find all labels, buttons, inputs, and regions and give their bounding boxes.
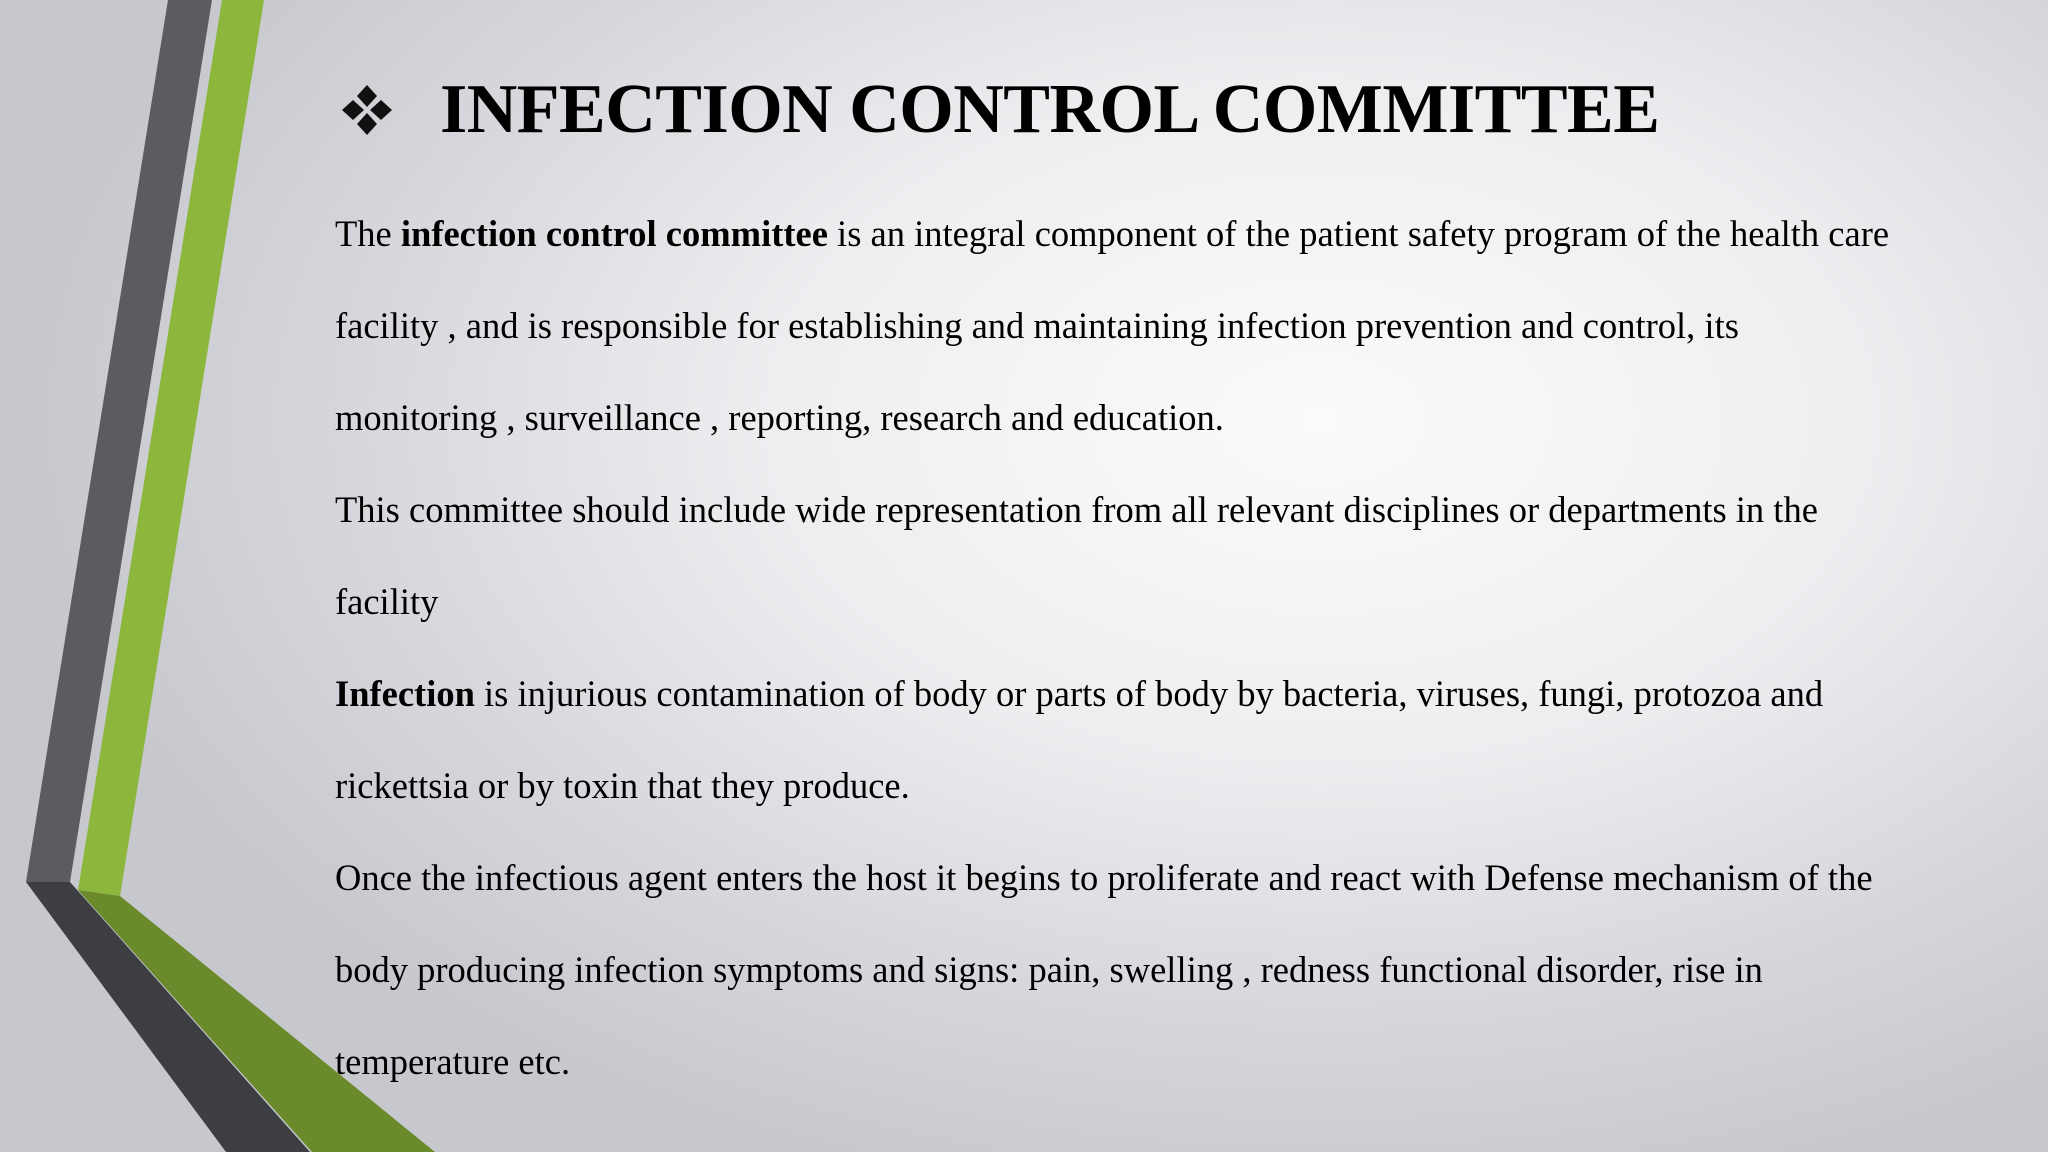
four-diamond-bullet-icon [340, 83, 394, 137]
text-line: rickettsia or by toxin that they produce. [335, 765, 910, 806]
paragraph-infection-process [335, 832, 2015, 1108]
paragraph-committee-definition [335, 188, 2015, 464]
text-line: temperature etc. [335, 1041, 571, 1082]
paragraph-committee-representation [335, 464, 2015, 648]
bold-term: infection control committee [400, 213, 828, 254]
text-line: monitoring , surveillance , reporting, research and education. [335, 397, 1224, 438]
text-line: facility , and is responsible for establishing and maintaining infection prevention and control, its [335, 305, 1739, 346]
text-line: Once the infectious agent enters the host it begins to proliferate and react with Defense mechanism of the [335, 857, 1873, 898]
text-line: body producing infection symptoms and signs: pain, swelling , redness functional disorder, rise in [335, 949, 1763, 990]
paragraph-infection-definition [335, 648, 2015, 832]
bold-term: Infection [335, 673, 475, 714]
slide-title: INFECTION CONTROL COMMITTEE [440, 71, 1660, 148]
text-line: This committee should include wide representation from all relevant disciplines or departments in the [335, 489, 1818, 530]
title-row [340, 60, 1659, 160]
text-line: Infection is injurious contamination of body or parts of body by bacteria, viruses, fungi, protozoa and [335, 673, 1824, 714]
text-line: facility [335, 581, 439, 622]
body-text [335, 188, 2015, 1108]
text-line: The infection control committee is an integral component of the patient safety program of the health care [335, 213, 1890, 254]
